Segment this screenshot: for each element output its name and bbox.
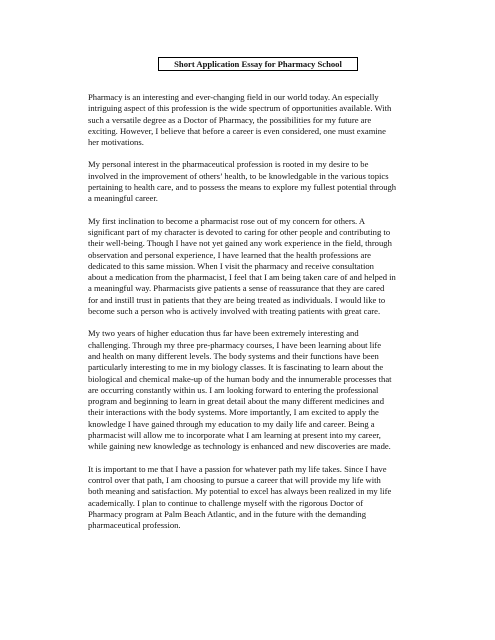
text-line: pharmacist will allow me to incorporate what I am learning at present into my career, (88, 430, 381, 441)
paragraph-intro (88, 92, 424, 148)
text-line: academically. I plan to continue to challenge myself with the rigorous Doctor of (88, 497, 364, 508)
text-line: My two years of higher education thus far have been extremely interesting and (88, 328, 359, 339)
text-line: about a medication from the pharmacist, I feel that I am being taken care of and helped in (88, 272, 396, 283)
text-line: It is important to me that I have a passion for whatever path my life takes. Since I have (88, 463, 387, 474)
text-line: become such a person who is actively involved with treating patients with great care. (88, 306, 381, 317)
text-line: significant part of my character is devoted to caring for other people and contributing to (88, 226, 391, 237)
text-line: exciting. However, I believe that before a career is even considered, one must examine (88, 125, 386, 136)
paragraph-passion (88, 464, 424, 532)
text-line: Pharmacy program at Palm Beach Atlantic, and in the future with the demanding (88, 508, 367, 519)
text-line: program and beginning to learn in great detail about the many different medicines and (88, 396, 384, 407)
text-line: My personal interest in the pharmaceutical profession is rooted in my desire to be (88, 159, 369, 170)
paragraph-personal-interest (88, 159, 424, 204)
text-line: control over that path, I am choosing to pursue a career that will provide my life with (88, 474, 381, 485)
text-line: their interactions with the body systems. More importantly, I am excited to apply the (88, 407, 379, 418)
text-line: while gaining new knowledge as technology is enhanced and new discoveries are made. (88, 441, 391, 452)
text-line: My first inclination to become a pharmacist rose out of my concern for others. A (88, 215, 366, 226)
text-line: pertaining to health care, and to possess the means to explore my fullest potential through (88, 182, 397, 193)
text-line: challenging. Through my three pre-pharmacy courses, I have been learning about life (88, 339, 382, 350)
text-line: both meaning and satisfaction. My potential to excel has always been realized in my life (88, 486, 392, 497)
text-line: pharmaceutical profession. (88, 520, 181, 531)
text-line: intriguing aspect of this profession is the wide spectrum of opportunities available. With (88, 103, 392, 114)
text-line: their well-being. Though I have not yet gained any work experience in the field, through (88, 238, 392, 249)
text-line: biological and chemical make-up of the human body and the innumerable processes that (88, 373, 392, 384)
text-line: particularly interesting to me in my biology classes. It is fascinating to learn about the (88, 362, 384, 373)
text-line: such a versatile degree as a Doctor of Pharmacy, the possibilities for my future are (88, 114, 372, 125)
text-line: a meaningful way. Pharmacists give patients a sense of reassurance that they are cared (88, 283, 385, 294)
text-line: her motivations. (88, 137, 144, 148)
essay-title: Short Application Essay for Pharmacy School (158, 57, 358, 71)
text-line: and health on many different levels. The body systems and their functions have been (88, 350, 379, 361)
paragraph-inclination (88, 216, 424, 318)
text-line: involved in the improvement of others’ health, to be knowledgable in the various topics (88, 170, 389, 181)
text-line: dedicated to this same mission. When I visit the pharmacy and receive consultation (88, 260, 374, 271)
text-line: knowledge I have gained through my education to my daily life and career. Being a (88, 418, 375, 429)
text-line: a meaningful career. (88, 193, 158, 204)
essay-body (88, 92, 424, 542)
text-line: Pharmacy is an interesting and ever-changing field in our world today. An especially (88, 92, 379, 102)
paragraph-education (88, 328, 424, 452)
text-line: are occurring constantly within us. I am looking forward to entering the professional (88, 384, 379, 395)
text-line: for and instill trust in patients that they are being treated as individuals. I would like to (88, 294, 386, 305)
text-line: observation and personal experience, I have learned that the health professions are (88, 249, 371, 260)
